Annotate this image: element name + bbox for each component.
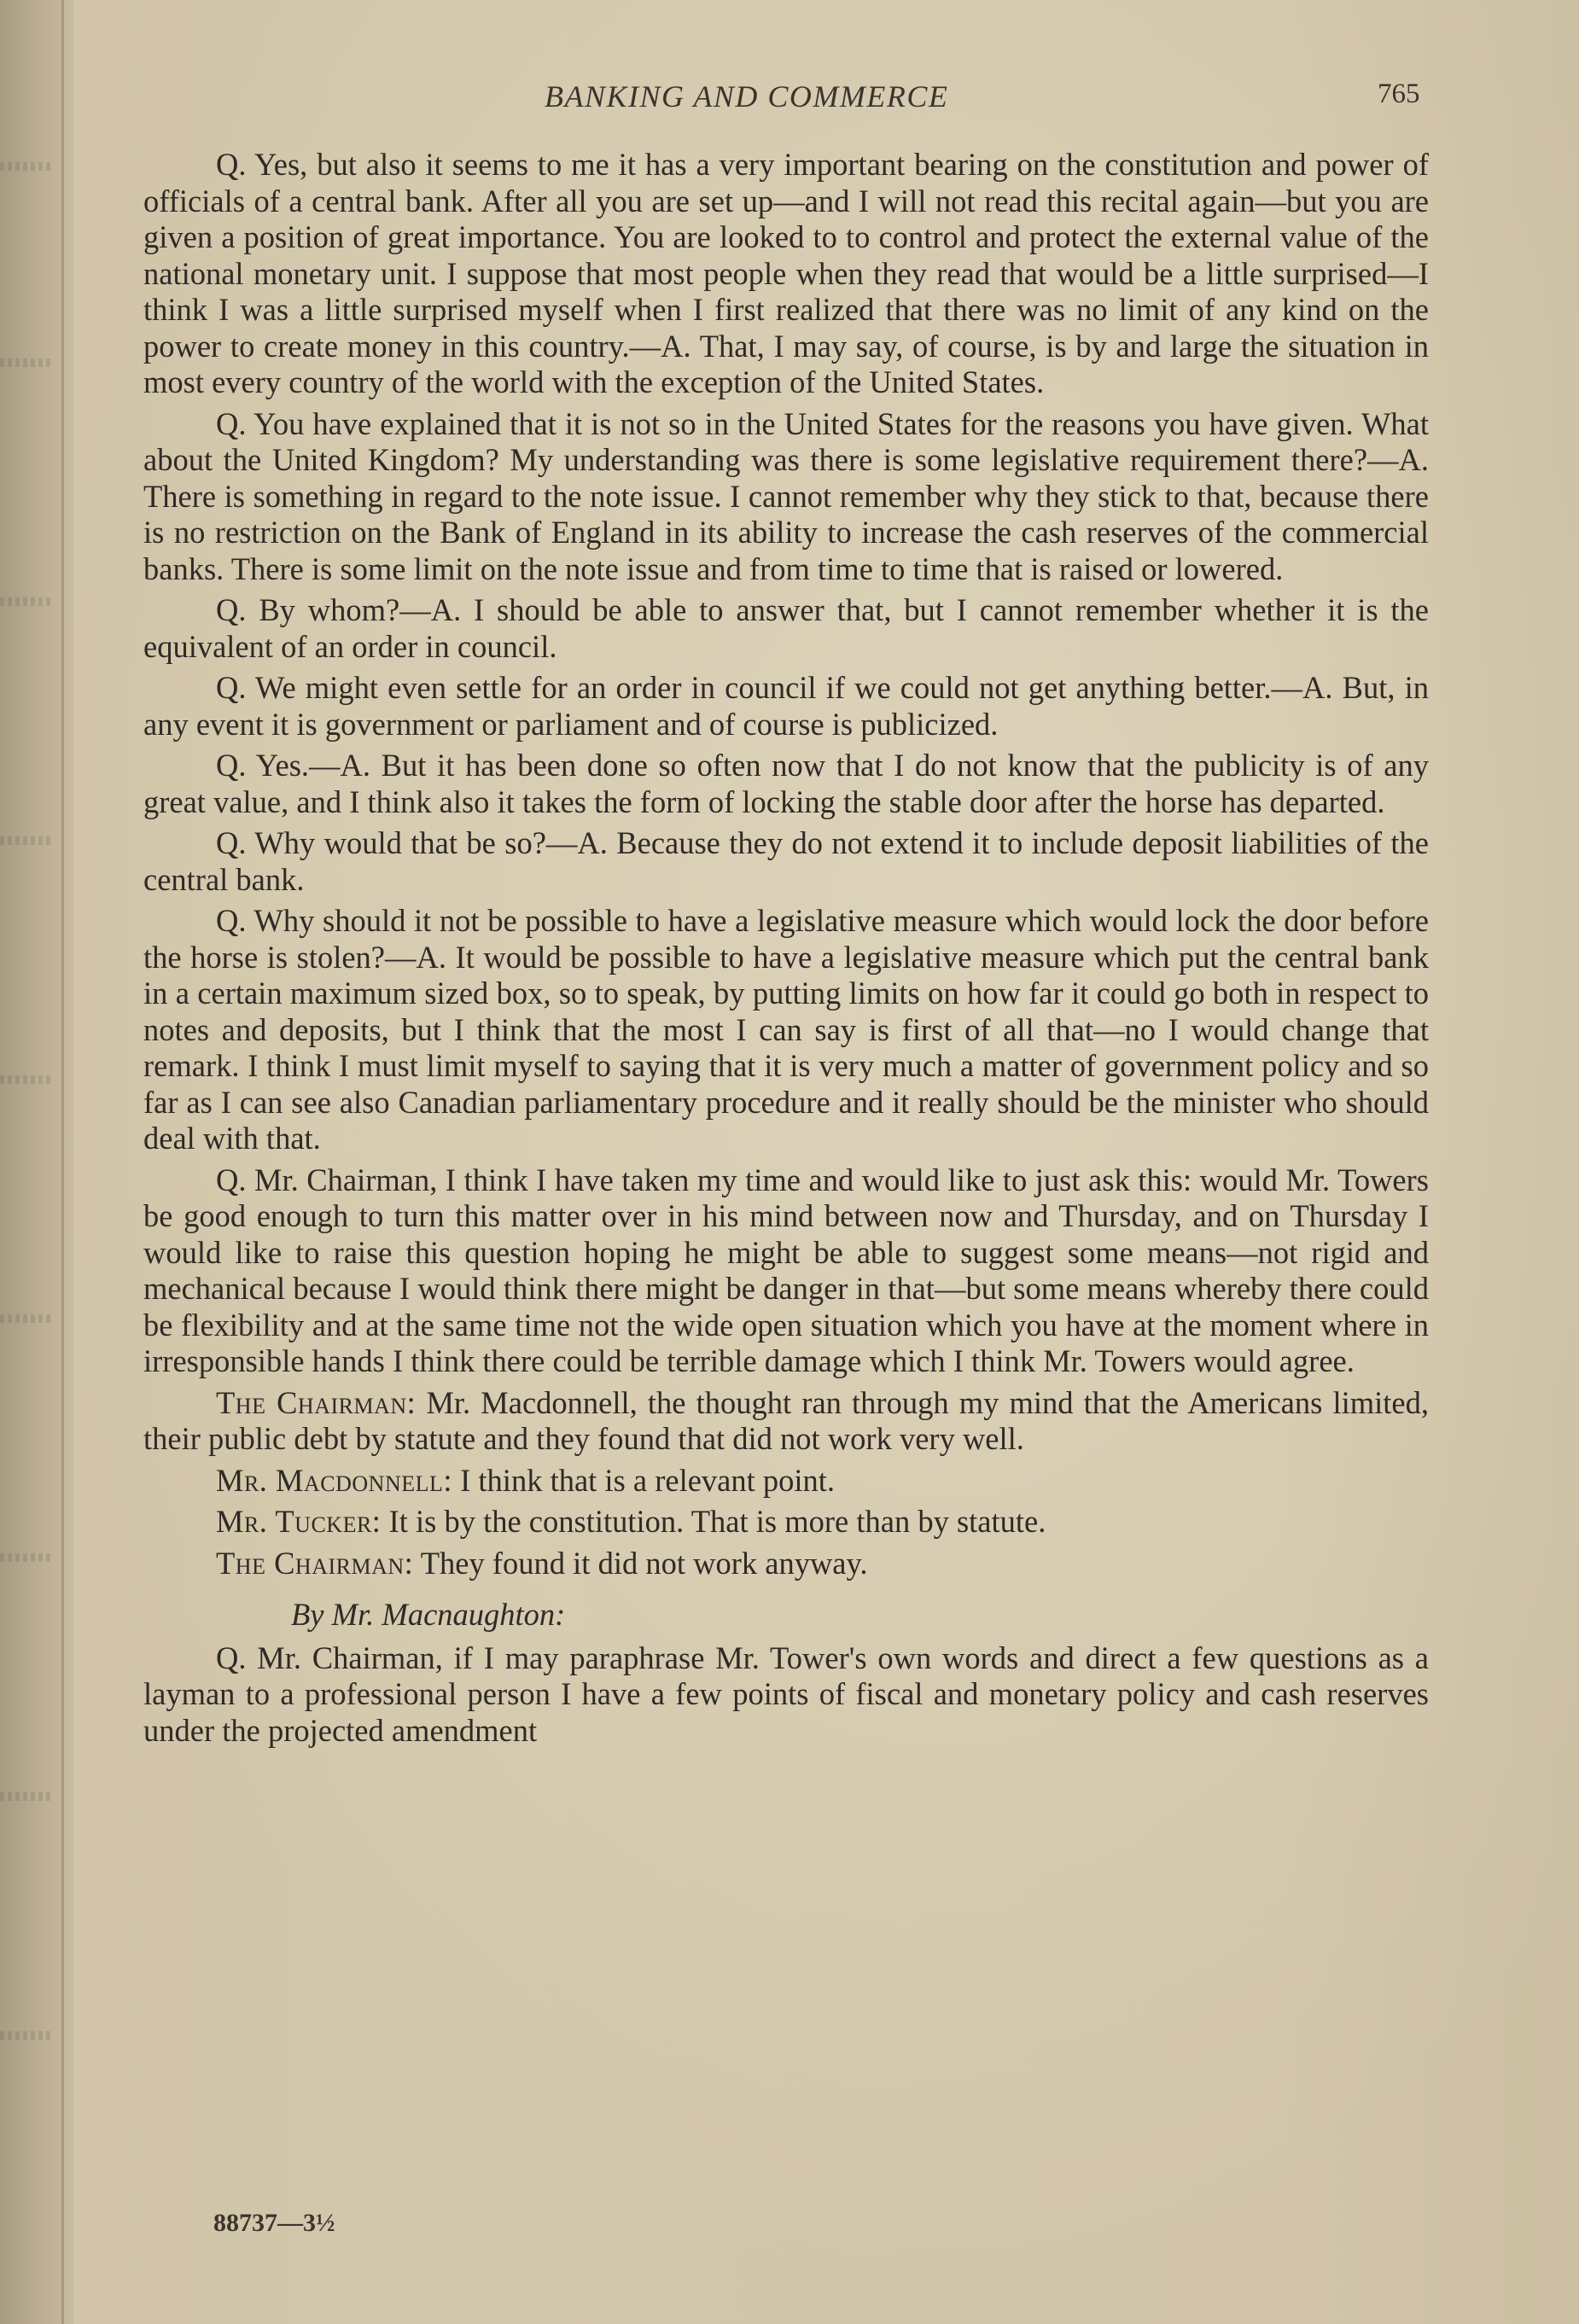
speaker-name: Mr. Tucker: [216, 1504, 382, 1539]
paragraph: Q. We might even settle for an order in council if we could not get anything better.—A. But, in any event it is government or parliament and of course is publicized. [143, 670, 1429, 742]
facing-page-bleed [0, 358, 51, 367]
facing-page-bleed [0, 1792, 51, 1801]
running-head: BANKING AND COMMERCE [545, 79, 949, 114]
paragraph: Q. Why should it not be possible to have a legislative measure which would lock the door before the horse is stolen?—A. It would be possible to have a legislative measure which put the central bank in a certain maximum sized box, so to speak, by putting limits on how far it could go both in respect to notes and deposits, but I think that the most I can say is first of all that—no I would change that remark. I think I must limit myself to saying that it is very much a matter of government policy and so far as I can see also Canadian parliamentary procedure and it really should be the minister who should deal with that. [143, 903, 1429, 1156]
facing-page-bleed [0, 836, 51, 845]
paragraph: Q. Yes.—A. But it has been done so often now that I do not know that the publicity is of any great value, and I think also it takes the form of locking the stable door after the horse has departed. [143, 748, 1429, 819]
section-heading: By Mr. Macnaughton: [291, 1597, 566, 1632]
facing-page-bleed [0, 1314, 51, 1323]
dialogue-line [143, 1385, 1429, 1458]
speaker-name: The Chairman: [216, 1545, 414, 1581]
speech-text: Mr. Macdonnell, the thought ran through my mind that the Americans limited, their public debt by statute and they found that did not work very well. [143, 1384, 1429, 1456]
paragraph: Q. Yes, but also it seems to me it has a very important bearing on the constitution and power of officials of a central bank. After all you are set up—and I will not read this recital again—but you are given a position of great importance. You are looked to to control and protect the external value of the national monetary unit. I suppose that most people when they read that would be a little surprised—I think I was a little surprised myself when I first realized that there was no limit of any kind on the power to create money in this country.—A. That, I may say, of course, is by and large the situation in most every country of the world with the exception of the United States. [143, 147, 1429, 399]
dialogue-line [143, 1546, 1429, 1582]
dialogue-line [143, 1504, 1429, 1541]
binding-edge-line [61, 0, 64, 2324]
facing-page-bleed [0, 597, 51, 606]
facing-page-bleed [0, 1553, 51, 1562]
speech-text: It is by the constitution. That is more than by statute. [381, 1504, 1046, 1539]
paragraph: Q. Mr. Chairman, if I may paraphrase Mr. Tower's own words and direct a few questions as a layman to a professional person I have a few points of fiscal and monetary policy and cash reserves under the projected amendment [143, 1640, 1429, 1748]
speaker-name: The Chairman: [216, 1384, 417, 1420]
speech-text: I think that is a relevant point. [452, 1462, 836, 1498]
speaker-name: Mr. Macdonnell: [216, 1462, 453, 1498]
facing-page-bleed [0, 162, 51, 171]
paragraph: Q. Why would that be so?—A. Because they do not extend it to include deposit liabilities of the central bank. [143, 825, 1429, 897]
page-number: 765 [1378, 79, 1420, 109]
paragraph: Q. You have explained that it is not so in the United States for the reasons you have given. What about the United Kingdom? My understanding was there is some legislative requirement there?—A. There is something in regard to the note issue. I cannot remember why they stick to that, because there is no restriction on the Bank of England in its ability to increase the cash reserves of the commercial banks. There is some limit on the note issue and from time to time that is raised or lowered. [143, 405, 1429, 586]
paragraph: Q. Mr. Chairman, I think I have taken my time and would like to just ask this: would Mr. Towers be good enough to turn this matter over in his mind between now and Thursday, and on Thursday I would like to raise this question hoping he might be able to suggest some means—not rigid and mechanical because I would think there might be danger in that—but some means whereby there could be flexibility and at the same time not the wide open situation which you have at the moment where in irresponsible hands I think there could be terrible damage which I think Mr. Towers would agree. [143, 1162, 1429, 1378]
dialogue-line [143, 1463, 1429, 1500]
speech-text: They found it did not work anyway. [413, 1545, 868, 1581]
facing-page-bleed [0, 1075, 51, 1084]
body-text [143, 147, 1429, 1754]
facing-page-bleed [0, 2031, 51, 2040]
printer-code: 88737—3½ [213, 2209, 335, 2237]
paragraph: Q. By whom?—A. I should be able to answer that, but I cannot remember whether it is the equivalent of an order in council. [143, 592, 1429, 664]
